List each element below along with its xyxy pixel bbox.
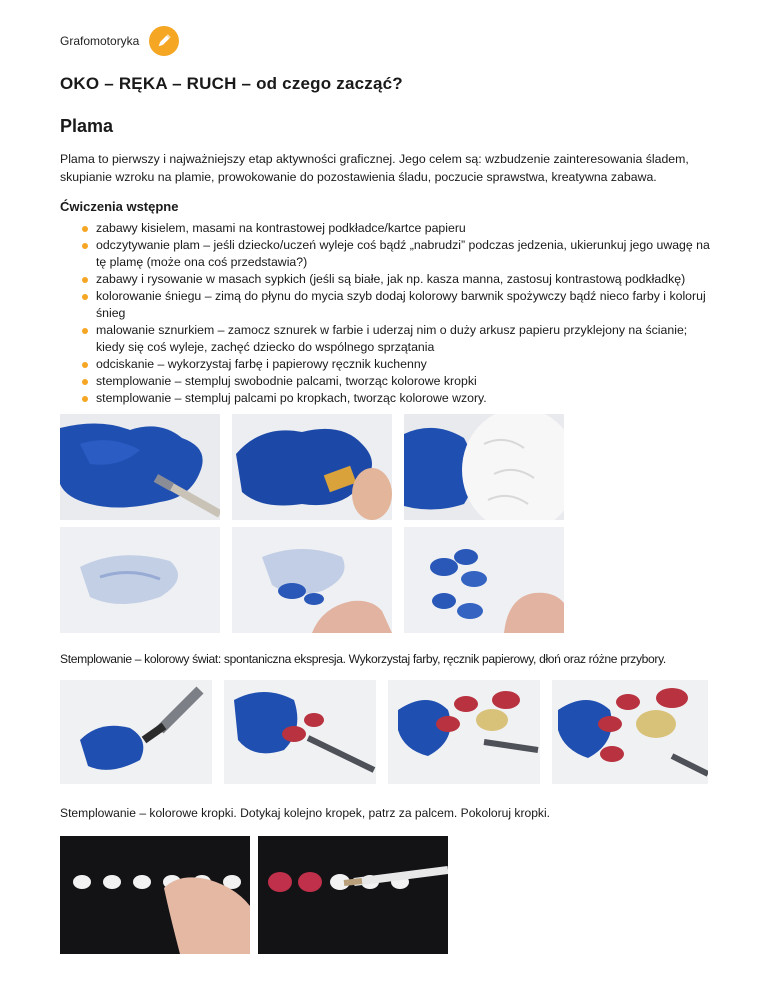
photo-brush-multicolor	[388, 680, 540, 784]
section-title: Plama	[60, 116, 114, 136]
header-label: Grafomotoryka	[60, 34, 140, 48]
page-header	[60, 28, 179, 54]
photo-blue-paint-brush	[60, 414, 220, 520]
exercises-heading: Ćwiczenia wstępne	[60, 199, 179, 214]
photo-brush-blue	[60, 680, 212, 784]
list-item: zabawy i rysowanie w masach sypkich (jeśli są białe, jak np. kasza manna, zastosuj kontrastową podkładkę)	[84, 271, 714, 288]
intro-paragraph: Plama to pierwszy i najważniejszy etap aktywności graficznej. Jego celem są: wzbudzenie zainteresowania śladem, skupianie wzroku na plamie, prowokowanie do pozostawienia śladu, poczucie sprawstwa, kreatywna zabawa.	[60, 152, 689, 184]
photo-brush-blue-red	[224, 680, 376, 784]
photo-dots-brush-red	[258, 836, 448, 954]
photo-brush-finished	[552, 680, 708, 784]
list-item: malowanie sznurkiem – zamocz sznurek w farbie i uderzaj nim o duży arkusz papieru przyklejony na ścianie; kiedy się coś wyleje, zachęć dziecko do wspólnego sprzątania	[84, 322, 714, 356]
list-item: kolorowanie śniegu – zimą do płynu do mycia szyb dodaj kolorowy barwnik spożywczy bądź nieco farby i koloruj śnieg	[84, 288, 714, 322]
caption-stamping-world: Stemplowanie – kolorowy świat: spontaniczna ekspresja. Wykorzystaj farby, ręcznik papierowy, dłoń oraz różne przybory.	[60, 652, 666, 666]
caption-colored-dots: Stemplowanie – kolorowe kropki. Dotykaj kolejno kropek, patrz za palcem. Pokoloruj kropki.	[60, 806, 551, 820]
photo-faint-print	[60, 527, 220, 633]
pencil-icon	[149, 26, 179, 56]
photo-dots-finger	[60, 836, 250, 954]
exercise-list	[84, 220, 714, 407]
photo-blue-paint-tube	[232, 414, 392, 520]
list-item: stemplowanie – stempluj swobodnie palcami, tworząc kolorowe kropki	[84, 373, 714, 390]
photo-paper-towel-press	[404, 414, 564, 520]
list-item: stemplowanie – stempluj palcami po kropkach, tworząc kolorowe wzory.	[84, 390, 714, 407]
list-item: zabawy kisielem, masami na kontrastowej podkładce/kartce papieru	[84, 220, 714, 237]
page-title: OKO – RĘKA – RUCH – od czego zacząć?	[60, 74, 403, 93]
photo-finger-print-blue	[232, 527, 392, 633]
list-item: odciskanie – wykorzystaj farbę i papierowy ręcznik kuchenny	[84, 356, 714, 373]
list-item: odczytywanie plam – jeśli dziecko/uczeń wyleje coś bądź „nabrudzi” podczas jedzenia, ukierunkuj jego uwagę na tę plamę (może ona coś przedstawia?)	[84, 237, 714, 271]
photo-finger-print-pattern	[404, 527, 564, 633]
